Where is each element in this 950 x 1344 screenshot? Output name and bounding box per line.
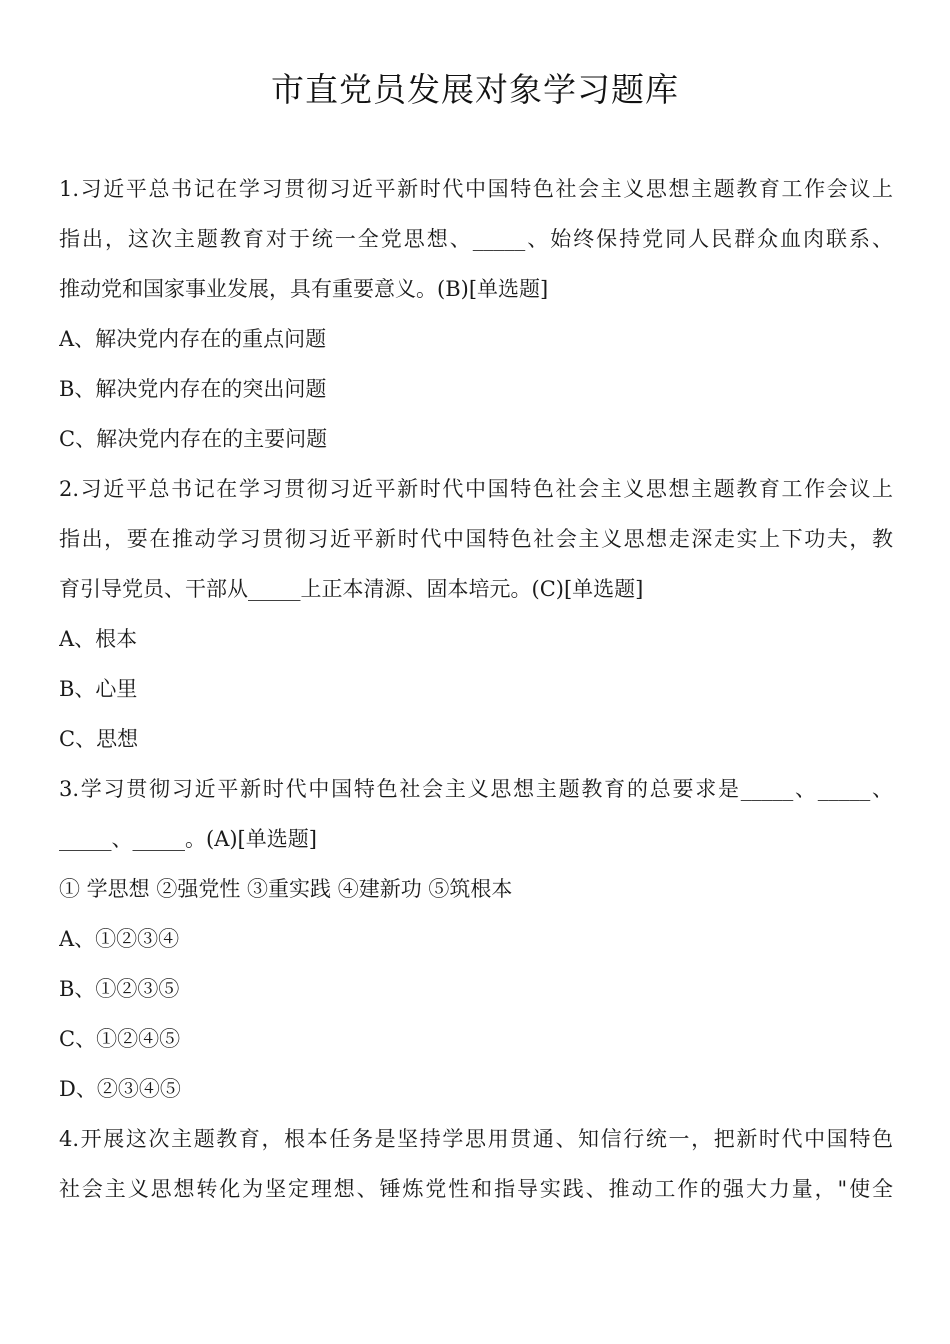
document-title: 市直党员发展对象学习题库 (271, 70, 679, 109)
question-3-option-a: A、①②③④ (59, 927, 180, 951)
question-1-option-b: B、解决党内存在的突出问题 (59, 377, 327, 401)
question-2-option-a: A、根本 (59, 627, 138, 651)
question-3-option-d: D、②③④⑤ (59, 1077, 181, 1101)
question-2-option-c: C、思想 (59, 727, 139, 751)
question-4-line-1: 4.开展这次主题教育，根本任务是坚持学思用贯通、知信行统一，把新时代中国特色 (59, 1127, 893, 1151)
question-3-option-b: B、①②③⑤ (59, 977, 180, 1001)
question-1-line-2: 指出，这次主题教育对于统一全党思想、_____、始终保持党同人民群众血肉联系、 (59, 227, 893, 251)
question-3-line-1: 3.学习贯彻习近平新时代中国特色社会主义思想主题教育的总要求是_____、_____、 (59, 777, 893, 801)
question-3-line-2: _____、_____。(A)[单选题] (59, 827, 317, 851)
question-3-option-c: C、①②④⑤ (59, 1027, 181, 1051)
question-2-line-2: 指出，要在推动学习贯彻习近平新时代中国特色社会主义思想走深走实上下功夫，教 (59, 527, 893, 551)
question-3-choices: ① 学思想 ②强党性 ③重实践 ④建新功 ⑤筑根本 (59, 877, 513, 901)
question-2-line-1: 2.习近平总书记在学习贯彻习近平新时代中国特色社会主义思想主题教育工作会议上 (59, 477, 893, 501)
document-body (59, 164, 893, 1214)
question-4-line-2: 社会主义思想转化为坚定理想、锤炼党性和指导实践、推动工作的强大力量，"使全 (59, 1177, 893, 1201)
question-1-line-3: 推动党和国家事业发展，具有重要意义。(B)[单选题] (59, 277, 549, 301)
question-1-option-c: C、解决党内存在的主要问题 (59, 427, 328, 451)
question-2-option-b: B、心里 (59, 677, 138, 701)
question-2-line-3: 育引导党员、干部从_____上正本清源、固本培元。(C)[单选题] (59, 577, 644, 601)
question-1-option-a: A、解决党内存在的重点问题 (59, 327, 327, 351)
question-1-line-1: 1.习近平总书记在学习贯彻习近平新时代中国特色社会主义思想主题教育工作会议上 (59, 177, 893, 201)
